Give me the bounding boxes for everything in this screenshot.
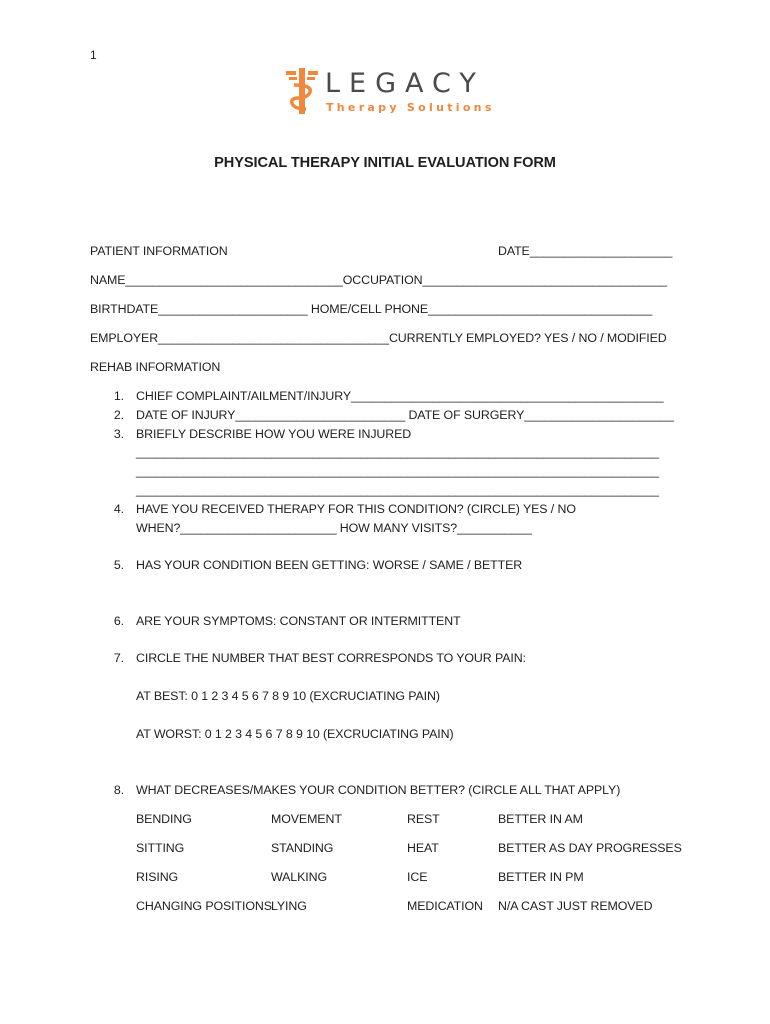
item-number: 1. bbox=[113, 389, 124, 403]
option-rest[interactable]: REST bbox=[407, 812, 440, 826]
patient-info-heading: PATIENT INFORMATION bbox=[90, 244, 228, 258]
option-lying[interactable]: LYING bbox=[271, 899, 307, 913]
injury-description-line[interactable]: _____________________________________________________________________________ bbox=[136, 483, 659, 497]
option-rising[interactable]: RISING bbox=[136, 870, 179, 884]
option-ice[interactable]: ICE bbox=[407, 870, 428, 884]
chief-complaint-line[interactable]: CHIEF COMPLAINT/AILMENT/INJURY______________________________________________ bbox=[136, 389, 664, 403]
item-number: 8. bbox=[113, 783, 124, 797]
birthdate-phone-line[interactable]: BIRTHDATE______________________ HOME/CELL PHONE_________________________________ bbox=[90, 302, 653, 316]
injury-description-line[interactable]: _____________________________________________________________________________ bbox=[136, 445, 659, 459]
date-field[interactable]: DATE_____________________ bbox=[498, 244, 673, 258]
item-number: 7. bbox=[113, 651, 124, 665]
injury-description-question: BRIEFLY DESCRIBE HOW YOU WERE INJURED bbox=[136, 427, 412, 441]
option-na-cast-just-removed[interactable]: N/A CAST JUST REMOVED bbox=[498, 899, 653, 913]
item-number: 5. bbox=[113, 558, 124, 572]
name-occupation-line[interactable]: NAME________________________________OCCUPATION____________________________________ bbox=[90, 273, 667, 287]
option-standing[interactable]: STANDING bbox=[271, 841, 334, 855]
injury-surgery-date-line[interactable]: DATE OF INJURY_________________________ DATE OF SURGERY______________________ bbox=[136, 408, 674, 422]
option-sitting[interactable]: SITTING bbox=[136, 841, 185, 855]
logo-tagline: Therapy Solutions bbox=[326, 101, 495, 114]
option-better-in-am[interactable]: BETTER IN AM bbox=[498, 812, 583, 826]
pain-scale-question: CIRCLE THE NUMBER THAT BEST CORRESPONDS TO YOUR PAIN: bbox=[136, 651, 526, 665]
employer-line[interactable]: EMPLOYER__________________________________CURRENTLY EMPLOYED? YES / NO / MODIFIED bbox=[90, 331, 667, 345]
option-changing-positions[interactable]: CHANGING POSITIONS bbox=[136, 899, 272, 913]
pain-at-worst-scale[interactable]: AT WORST: 0 1 2 3 4 5 6 7 8 9 10 (EXCRUCIATING PAIN) bbox=[136, 727, 454, 741]
item-number: 3. bbox=[113, 427, 124, 441]
rehab-info-heading: REHAB INFORMATION bbox=[90, 360, 221, 374]
company-logo bbox=[285, 68, 495, 120]
option-movement[interactable]: MOVEMENT bbox=[271, 812, 342, 826]
option-heat[interactable]: HEAT bbox=[407, 841, 439, 855]
option-medication[interactable]: MEDICATION bbox=[407, 899, 483, 913]
option-better-in-pm[interactable]: BETTER IN PM bbox=[498, 870, 584, 884]
option-walking[interactable]: WALKING bbox=[271, 870, 327, 884]
item-number: 2. bbox=[113, 408, 124, 422]
therapy-when-visits-line[interactable]: WHEN?_______________________ HOW MANY VISITS?___________ bbox=[136, 521, 532, 535]
item-number: 6. bbox=[113, 614, 124, 628]
injury-description-line[interactable]: _____________________________________________________________________________ bbox=[136, 464, 659, 478]
logo-wordmark: LEGACY bbox=[325, 68, 485, 99]
item-number: 4. bbox=[113, 502, 124, 516]
pain-at-best-scale[interactable]: AT BEST: 0 1 2 3 4 5 6 7 8 9 10 (EXCRUCIATING PAIN) bbox=[136, 689, 440, 703]
form-title: PHYSICAL THERAPY INITIAL EVALUATION FORM bbox=[214, 155, 556, 171]
page-number: 1 bbox=[90, 48, 97, 62]
caduceus-icon bbox=[285, 68, 319, 118]
prior-therapy-question[interactable]: HAVE YOU RECEIVED THERAPY FOR THIS CONDITION? (CIRCLE) YES / NO bbox=[136, 502, 576, 516]
condition-trend-question[interactable]: HAS YOUR CONDITION BEEN GETTING: WORSE / SAME / BETTER bbox=[136, 558, 523, 572]
option-better-as-day-progresses[interactable]: BETTER AS DAY PROGRESSES bbox=[498, 841, 682, 855]
better-factors-question: WHAT DECREASES/MAKES YOUR CONDITION BETTER? (CIRCLE ALL THAT APPLY) bbox=[136, 783, 621, 797]
option-bending[interactable]: BENDING bbox=[136, 812, 192, 826]
symptoms-question[interactable]: ARE YOUR SYMPTOMS: CONSTANT OR INTERMITTENT bbox=[136, 614, 461, 628]
